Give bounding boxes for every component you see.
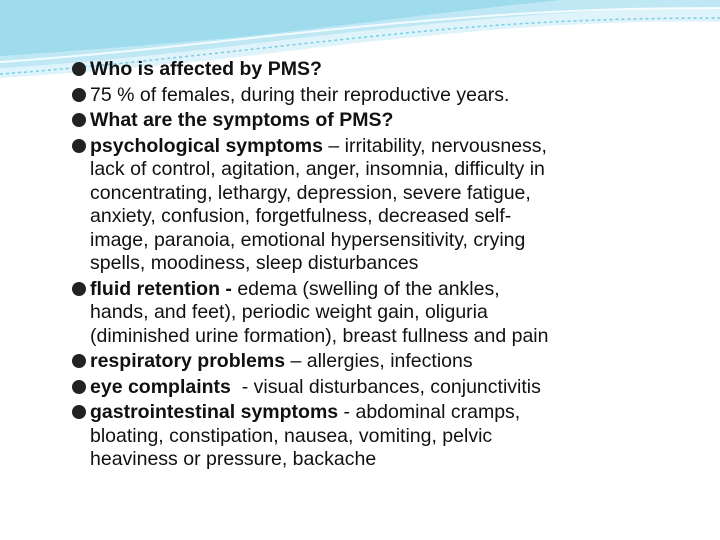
bullet-dot-icon [72, 405, 86, 419]
bullet-dot-icon [72, 380, 86, 394]
bullet-continuation: hands, and feet), periodic weight gain, oliguria [90, 301, 488, 323]
bullet-bold: Who is affected by PMS? [90, 58, 322, 80]
bullet-bold: eye complaints [90, 375, 231, 398]
bullet-text: 75 % of females, during their reproductive years. [90, 83, 510, 106]
bullet-continuation: spells, moodiness, sleep disturbances [90, 252, 419, 274]
bullet-continuation: image, paranoia, emotional hypersensitivity, crying [90, 228, 526, 251]
bullet-dot-icon [72, 62, 86, 76]
bullet-continuation: (diminished urine formation), breast fullness and pain [90, 324, 549, 347]
bullet-continuation: bloating, constipation, nausea, vomiting, pelvic [90, 424, 493, 447]
bullet-bold: fluid retention - [90, 277, 232, 300]
bullet-item [72, 109, 712, 133]
bullet-item [72, 58, 712, 82]
bullet-text: - visual disturbances, conjunctivitis [230, 375, 541, 398]
bullet-bold: psychological symptoms [90, 134, 323, 157]
bullet-bold: respiratory problems [90, 350, 286, 372]
bullet-continuation: heaviness or pressure, backache [90, 448, 377, 470]
bullet-bold: gastrointestinal symptoms [90, 401, 339, 423]
bullet-dot-icon [72, 139, 86, 153]
bullet-text: edema (swelling of the ankles, [231, 277, 500, 300]
bullet-continuation: anxiety, confusion, forgetfulness, decreased self- [90, 205, 512, 227]
bullet-item [72, 376, 712, 400]
bullet-list [72, 58, 712, 474]
bullet-item [72, 401, 712, 472]
bullet-bold: What are the symptoms of PMS? [90, 109, 394, 131]
bullet-continuation: lack of control, agitation, anger, insomnia, difficulty in [90, 158, 545, 180]
bullet-dot-icon [72, 113, 86, 127]
bullet-item [72, 84, 712, 108]
bullet-dot-icon [72, 354, 86, 368]
bullet-item [72, 135, 712, 276]
bullet-text: - abdominal cramps, [338, 401, 521, 423]
bullet-item [72, 278, 712, 349]
bullet-text: – allergies, infections [285, 350, 473, 372]
bullet-dot-icon [72, 282, 86, 296]
bullet-continuation: concentrating, lethargy, depression, severe fatigue, [90, 181, 531, 204]
bullet-item [72, 350, 712, 374]
bullet-dot-icon [72, 88, 86, 102]
bullet-text: – irritability, nervousness, [322, 134, 547, 157]
